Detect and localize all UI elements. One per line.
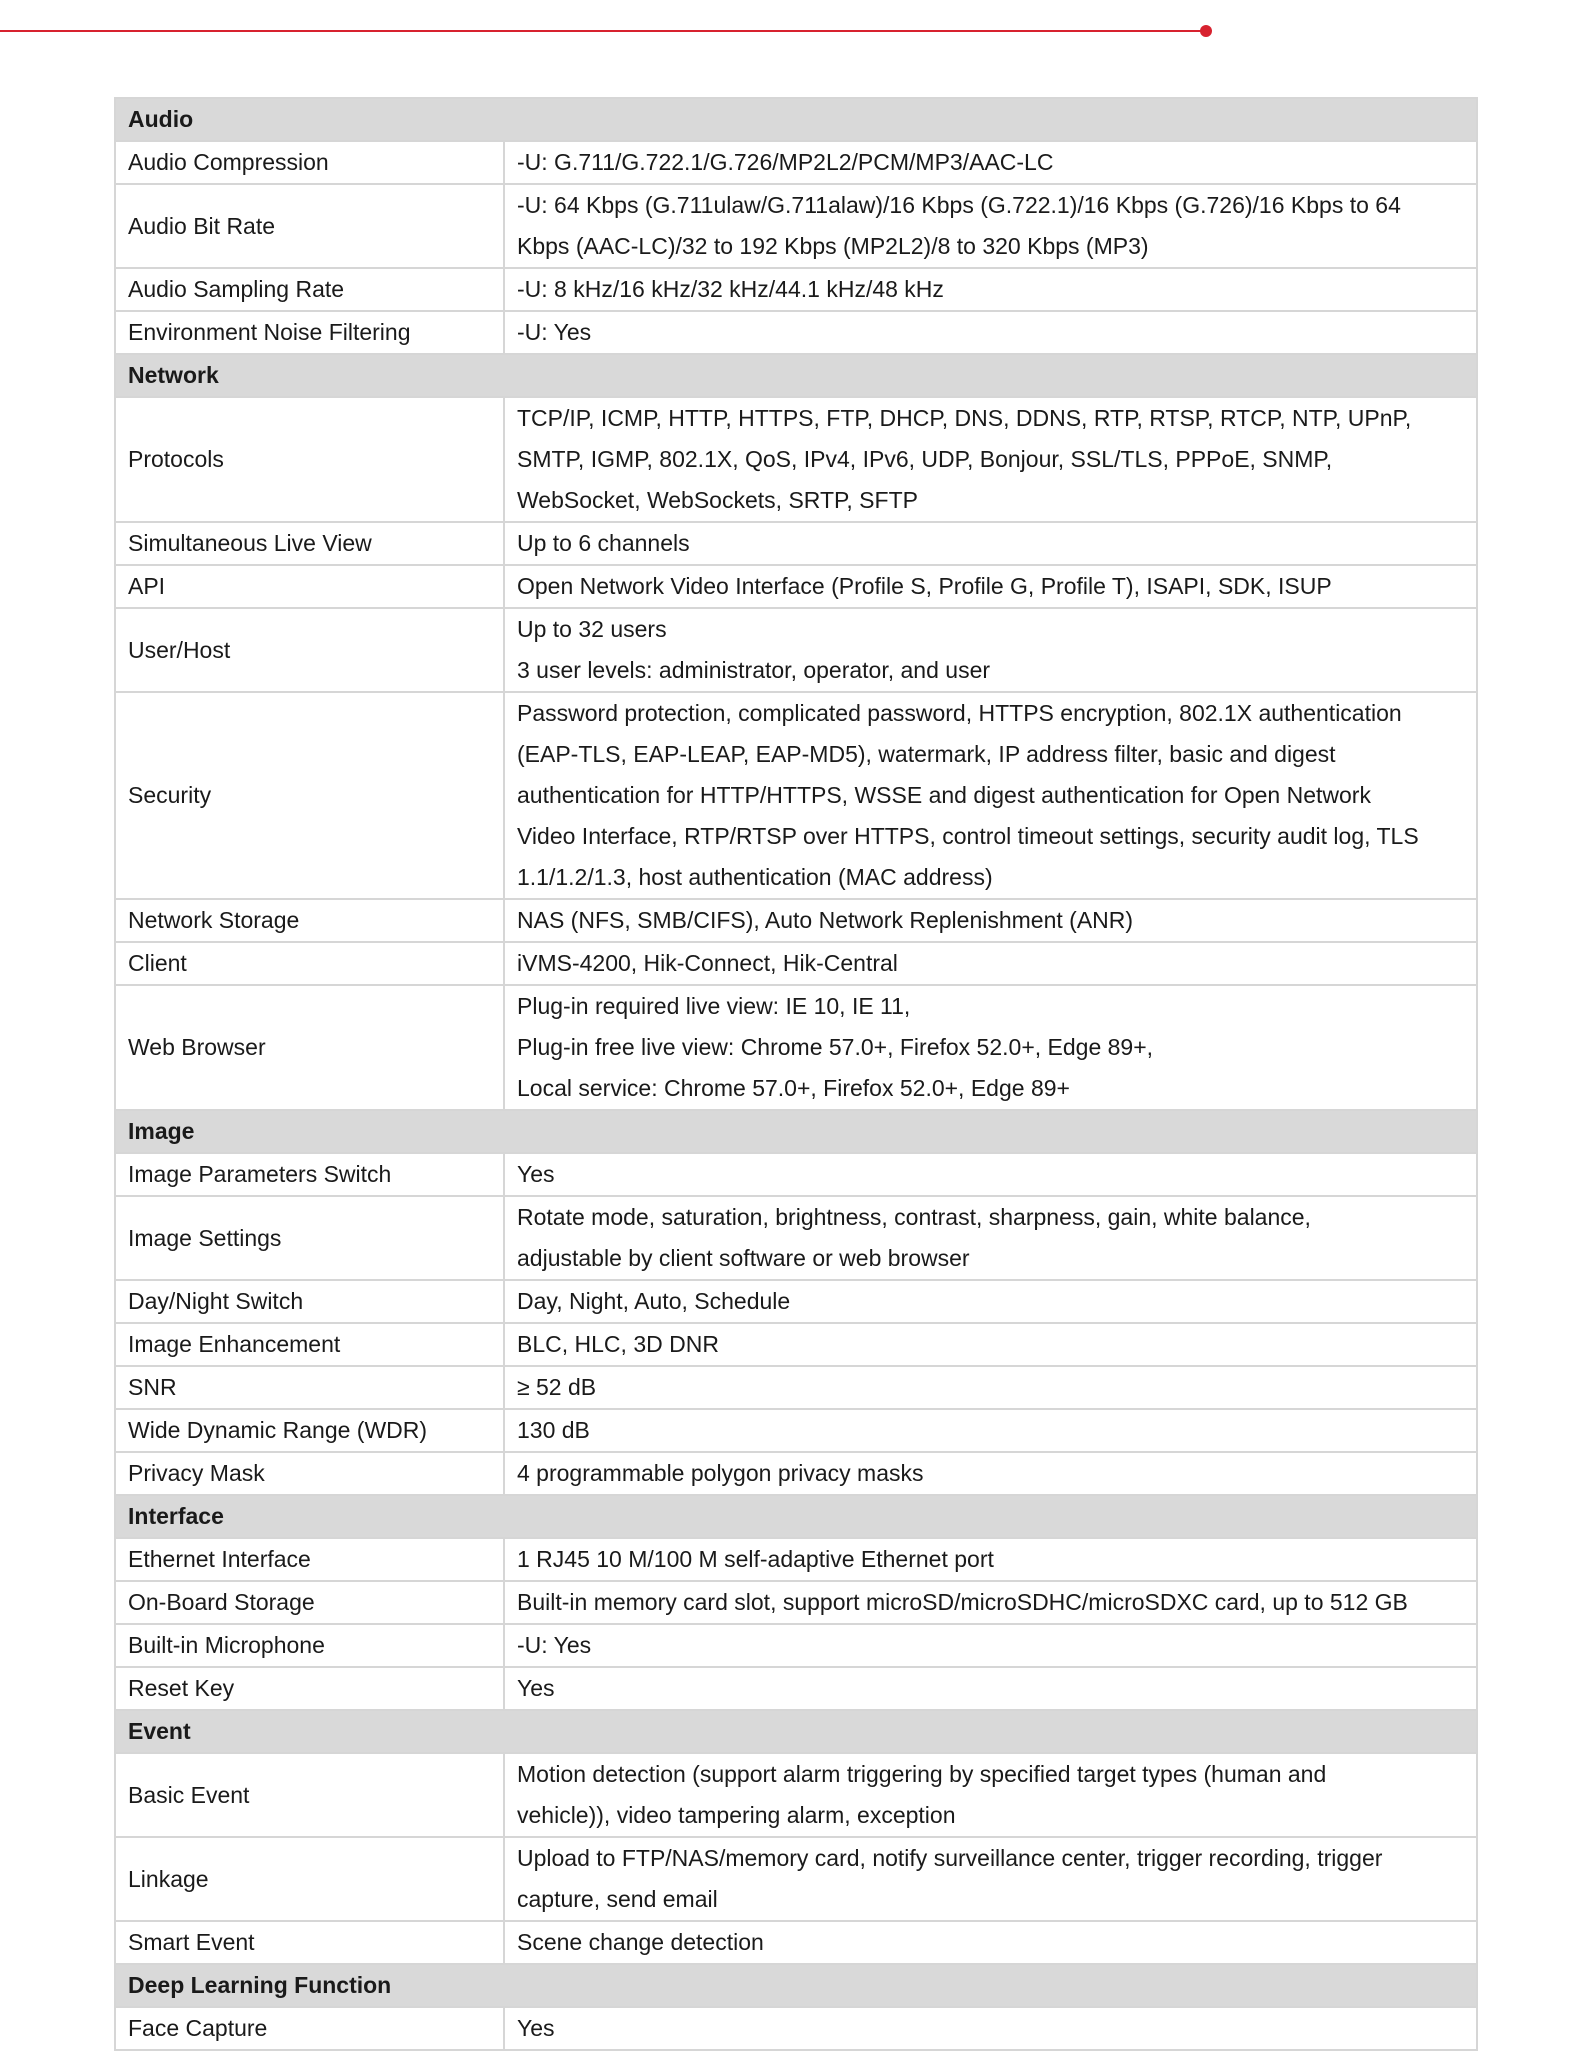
spec-value-line: 3 user levels: administrator, operator, and user <box>517 657 991 683</box>
spec-row <box>115 899 1477 942</box>
spec-label: Image Settings <box>115 1196 504 1280</box>
spec-label: Audio Sampling Rate <box>115 268 504 311</box>
spec-value-line: SMTP, IGMP, 802.1X, QoS, IPv4, IPv6, UDP, Bonjour, SSL/TLS, PPPoE, SNMP, <box>517 446 1333 472</box>
spec-row <box>115 1753 1477 1837</box>
spec-value-line: ≥ 52 dB <box>517 1374 597 1400</box>
spec-value <box>504 522 1477 565</box>
section-title: Interface <box>115 1495 1477 1538</box>
spec-value-line: WebSocket, WebSockets, SRTP, SFTP <box>517 487 918 513</box>
section-header-row <box>115 354 1477 397</box>
spec-row <box>115 692 1477 899</box>
spec-row <box>115 608 1477 692</box>
spec-value-line: Local service: Chrome 57.0+, Firefox 52.0+, Edge 89+ <box>517 1075 1070 1101</box>
spec-row <box>115 1323 1477 1366</box>
spec-label: Simultaneous Live View <box>115 522 504 565</box>
section-title: Deep Learning Function <box>115 1964 1477 2007</box>
spec-value-line: -U: 8 kHz/16 kHz/32 kHz/44.1 kHz/48 kHz <box>517 276 944 302</box>
spec-row <box>115 1153 1477 1196</box>
spec-value <box>504 985 1477 1110</box>
spec-value-line: Open Network Video Interface (Profile S, Profile G, Profile T), ISAPI, SDK, ISUP <box>517 573 1332 599</box>
spec-value-line: (EAP-TLS, EAP-LEAP, EAP-MD5), watermark, IP address filter, basic and digest <box>517 741 1336 767</box>
spec-label: Privacy Mask <box>115 1452 504 1495</box>
spec-value-line: Yes <box>517 1675 555 1701</box>
spec-label: On-Board Storage <box>115 1581 504 1624</box>
spec-value-line: iVMS-4200, Hik-Connect, Hik-Central <box>517 950 898 976</box>
spec-row <box>115 942 1477 985</box>
spec-value-line: NAS (NFS, SMB/CIFS), Auto Network Replenishment (ANR) <box>517 907 1134 933</box>
section-title: Audio <box>115 98 1477 141</box>
spec-value-line: Upload to FTP/NAS/memory card, notify surveillance center, trigger recording, trigger <box>517 1845 1383 1871</box>
spec-value <box>504 1366 1477 1409</box>
spec-label: API <box>115 565 504 608</box>
spec-label: Ethernet Interface <box>115 1538 504 1581</box>
header-accent-dot <box>1200 25 1212 37</box>
spec-row <box>115 1667 1477 1710</box>
spec-value-line: Built-in memory card slot, support microSD/microSDHC/microSDXC card, up to 512 GB <box>517 1589 1408 1615</box>
spec-label: Built-in Microphone <box>115 1624 504 1667</box>
spec-label: Wide Dynamic Range (WDR) <box>115 1409 504 1452</box>
spec-row <box>115 1837 1477 1921</box>
spec-label: Protocols <box>115 397 504 522</box>
spec-label: Client <box>115 942 504 985</box>
specification-table-body <box>115 98 1477 2050</box>
section-header-row <box>115 1110 1477 1153</box>
spec-value <box>504 1538 1477 1581</box>
spec-label: Network Storage <box>115 899 504 942</box>
spec-value-line: vehicle)), video tampering alarm, exception <box>517 1802 956 1828</box>
spec-value <box>504 1196 1477 1280</box>
spec-value <box>504 1837 1477 1921</box>
spec-label: Audio Compression <box>115 141 504 184</box>
spec-value-line: Video Interface, RTP/RTSP over HTTPS, control timeout settings, security audit log, TLS <box>517 823 1419 849</box>
spec-value-line: Plug-in free live view: Chrome 57.0+, Firefox 52.0+, Edge 89+, <box>517 1034 1154 1060</box>
spec-value-line: Plug-in required live view: IE 10, IE 11, <box>517 993 911 1019</box>
spec-value <box>504 268 1477 311</box>
spec-row <box>115 522 1477 565</box>
spec-label: Smart Event <box>115 1921 504 1964</box>
spec-value <box>504 692 1477 899</box>
spec-row <box>115 2007 1477 2050</box>
spec-value-line: Kbps (AAC-LC)/32 to 192 Kbps (MP2L2)/8 to 320 Kbps (MP3) <box>517 233 1149 259</box>
spec-label: Day/Night Switch <box>115 1280 504 1323</box>
spec-value-line: adjustable by client software or web browser <box>517 1245 970 1271</box>
spec-row <box>115 311 1477 354</box>
spec-row <box>115 1409 1477 1452</box>
spec-value-line: 4 programmable polygon privacy masks <box>517 1460 924 1486</box>
spec-value-line: Password protection, complicated password, HTTPS encryption, 802.1X authentication <box>517 700 1402 726</box>
section-title: Image <box>115 1110 1477 1153</box>
section-header-row <box>115 1495 1477 1538</box>
spec-value-line: Scene change detection <box>517 1929 764 1955</box>
spec-label: Reset Key <box>115 1667 504 1710</box>
spec-value-line: Day, Night, Auto, Schedule <box>517 1288 791 1314</box>
spec-value <box>504 899 1477 942</box>
spec-value-line: 1.1/1.2/1.3, host authentication (MAC address) <box>517 864 993 890</box>
spec-value-line: 130 dB <box>517 1417 590 1443</box>
spec-value-line: 1 RJ45 10 M/100 M self-adaptive Ethernet port <box>517 1546 994 1572</box>
section-header-row <box>115 98 1477 141</box>
spec-row <box>115 268 1477 311</box>
section-header-row <box>115 1964 1477 2007</box>
spec-value-line: Motion detection (support alarm triggering by specified target types (human and <box>517 1761 1327 1787</box>
spec-row <box>115 565 1477 608</box>
spec-label: Linkage <box>115 1837 504 1921</box>
spec-value <box>504 942 1477 985</box>
spec-value <box>504 608 1477 692</box>
specification-table <box>114 97 1478 2051</box>
spec-row <box>115 985 1477 1110</box>
spec-value-line: -U: 64 Kbps (G.711ulaw/G.711alaw)/16 Kbps (G.722.1)/16 Kbps (G.726)/16 Kbps to 64 <box>517 192 1401 218</box>
spec-row <box>115 1452 1477 1495</box>
spec-label: Environment Noise Filtering <box>115 311 504 354</box>
spec-value-line: -U: G.711/G.722.1/G.726/MP2L2/PCM/MP3/AAC-LC <box>517 149 1054 175</box>
spec-value <box>504 1581 1477 1624</box>
spec-value-line: -U: Yes <box>517 1632 592 1658</box>
spec-label: Face Capture <box>115 2007 504 2050</box>
spec-value-line: BLC, HLC, 3D DNR <box>517 1331 719 1357</box>
spec-value-line: authentication for HTTP/HTTPS, WSSE and digest authentication for Open Network <box>517 782 1371 808</box>
spec-row <box>115 1196 1477 1280</box>
spec-value <box>504 2007 1477 2050</box>
spec-value <box>504 1323 1477 1366</box>
spec-label: Image Enhancement <box>115 1323 504 1366</box>
spec-label: SNR <box>115 1366 504 1409</box>
spec-value <box>504 397 1477 522</box>
spec-value-line: Yes <box>517 1161 555 1187</box>
spec-value <box>504 141 1477 184</box>
spec-row <box>115 184 1477 268</box>
spec-value <box>504 1753 1477 1837</box>
spec-label: Audio Bit Rate <box>115 184 504 268</box>
spec-label: Basic Event <box>115 1753 504 1837</box>
header-accent-line <box>0 30 1204 32</box>
spec-value <box>504 1921 1477 1964</box>
spec-value-line: Rotate mode, saturation, brightness, contrast, sharpness, gain, white balance, <box>517 1204 1311 1230</box>
spec-value <box>504 1153 1477 1196</box>
spec-value <box>504 1280 1477 1323</box>
spec-value-line: capture, send email <box>517 1886 718 1912</box>
spec-row <box>115 397 1477 522</box>
spec-value-line: Up to 32 users <box>517 616 667 642</box>
spec-value <box>504 1667 1477 1710</box>
spec-row <box>115 1366 1477 1409</box>
spec-label: Image Parameters Switch <box>115 1153 504 1196</box>
spec-value <box>504 1409 1477 1452</box>
spec-row <box>115 1581 1477 1624</box>
spec-value-line: Up to 6 channels <box>517 530 690 556</box>
spec-label: Web Browser <box>115 985 504 1110</box>
section-title: Network <box>115 354 1477 397</box>
spec-row <box>115 1538 1477 1581</box>
spec-value-line: -U: Yes <box>517 319 592 345</box>
spec-value <box>504 1624 1477 1667</box>
spec-label: User/Host <box>115 608 504 692</box>
spec-value <box>504 1452 1477 1495</box>
spec-value-line: TCP/IP, ICMP, HTTP, HTTPS, FTP, DHCP, DNS, DDNS, RTP, RTSP, RTCP, NTP, UPnP, <box>517 405 1412 431</box>
section-title: Event <box>115 1710 1477 1753</box>
spec-value <box>504 184 1477 268</box>
spec-row <box>115 1921 1477 1964</box>
spec-row <box>115 1280 1477 1323</box>
spec-row <box>115 141 1477 184</box>
spec-row <box>115 1624 1477 1667</box>
section-header-row <box>115 1710 1477 1753</box>
spec-value <box>504 565 1477 608</box>
spec-value <box>504 311 1477 354</box>
spec-label: Security <box>115 692 504 899</box>
spec-value-line: Yes <box>517 2015 555 2041</box>
